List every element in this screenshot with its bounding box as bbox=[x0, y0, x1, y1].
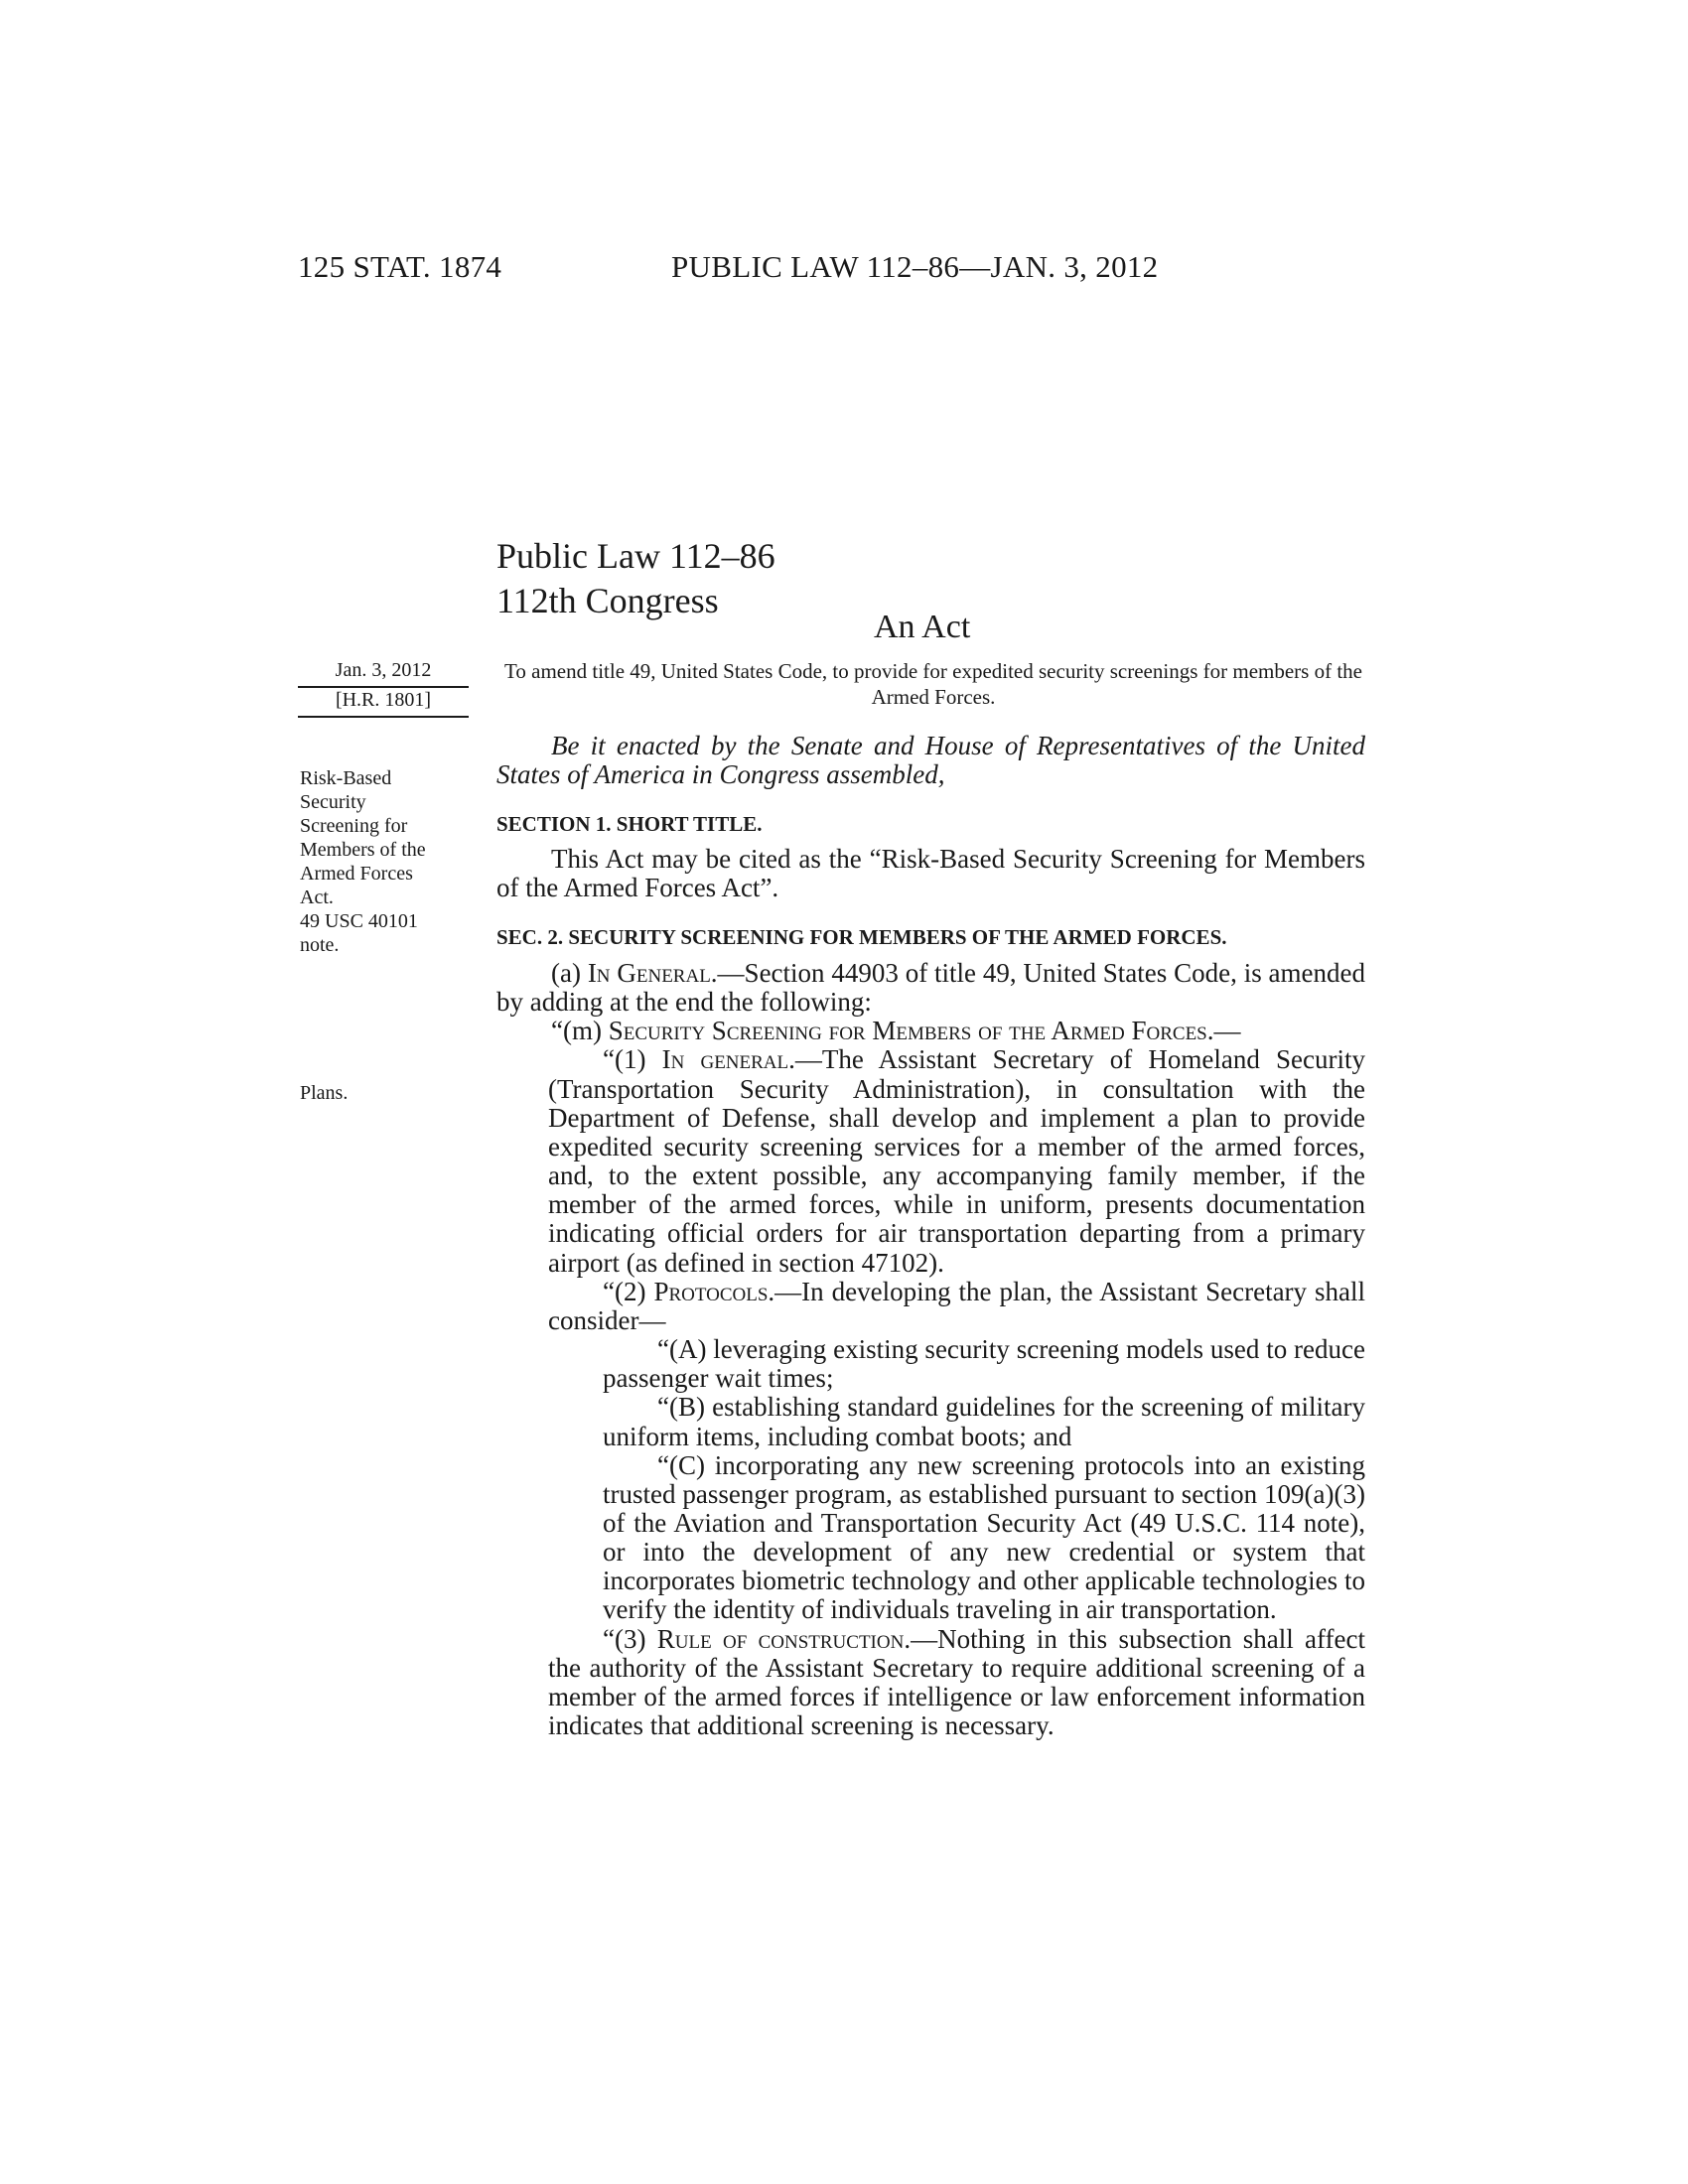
running-head-title: PUBLIC LAW 112–86—JAN. 3, 2012 bbox=[671, 249, 1159, 284]
subsection-m: “(m) Security Screening for Members of the Armed Forces.— bbox=[551, 1016, 1241, 1046]
subparagraph-a: “(A) leveraging existing security screening models used to reduce passenger wait times; bbox=[603, 1334, 1365, 1394]
margin-date: Jan. 3, 2012 bbox=[298, 659, 469, 688]
paragraph-2: “(2) Protocols.—In developing the plan, the Assistant Secretary shall consider— bbox=[548, 1276, 1365, 1335]
subsection-a: (a) In General.—Section 44903 of title 49, United States Code, is amended by adding at the end the following: bbox=[496, 958, 1365, 1018]
section-1-text: This Act may be cited as the “Risk-Based Security Screening for Members of the Armed Forces Act”. bbox=[496, 844, 1365, 903]
margin-note-plans: Plans. bbox=[300, 1082, 349, 1104]
paragraph-1: “(1) In general.—The Assistant Secretary of Homeland Security (Transportation Security Administration), in consultation with the Department of Defense, shall develop and implement a plan to provide expedited security screening services for a member of the armed forces, and, to the extent possible, any accompanying family member, if the member of the armed forces, while in uniform, presents documentation indicating official orders for air transportation departing from a primary airport (as defined in section 47102). bbox=[548, 1044, 1365, 1278]
law-title-block bbox=[496, 534, 775, 623]
margin-bill-number: [H.R. 1801] bbox=[298, 689, 469, 718]
section-2-heading: SEC. 2. SECURITY SCREENING FOR MEMBERS OF THE ARMED FORCES. bbox=[496, 925, 1227, 949]
page-stat-citation: 125 STAT. 1874 bbox=[298, 249, 502, 284]
subparagraph-b: “(B) establishing standard guidelines for the screening of military uniform items, including combat boots; and bbox=[603, 1392, 1365, 1451]
section-1-heading: SECTION 1. SHORT TITLE. bbox=[496, 812, 763, 836]
an-act-heading: An Act bbox=[874, 609, 971, 645]
margin-note-short-title: Risk-Based Security Screening for Members of the Armed Forces Act. 49 USC 40101 note. bbox=[300, 767, 426, 956]
section-2-body bbox=[496, 959, 1365, 1740]
paragraph-3: “(3) Rule of construction.—Nothing in this subsection shall affect the authority of the Assistant Secretary to require additional screening of a member of the armed forces if intelligence or law enforcement information indicates that additional screening is necessary. bbox=[548, 1623, 1365, 1741]
public-law-number: Public Law 112–86 bbox=[496, 536, 775, 576]
enacting-clause: Be it enacted by the Senate and House of Representatives of the United States of America in Congress assembled, bbox=[496, 731, 1365, 790]
subparagraph-c: “(C) incorporating any new screening protocols into an existing trusted passenger program, as established pursuant to section 109(a)(3) of the Aviation and Transportation Security Act (49 U.S.C. 114 note), or into the development of any new credential or system that incorporates biometric technology and other applicable technologies to verify the identity of individuals traveling in air transportation. bbox=[603, 1449, 1365, 1625]
act-purpose: To amend title 49, United States Code, to provide for expedited security screenings for members of the Armed Forces. bbox=[504, 659, 1362, 710]
congress-number: 112th Congress bbox=[496, 581, 719, 620]
